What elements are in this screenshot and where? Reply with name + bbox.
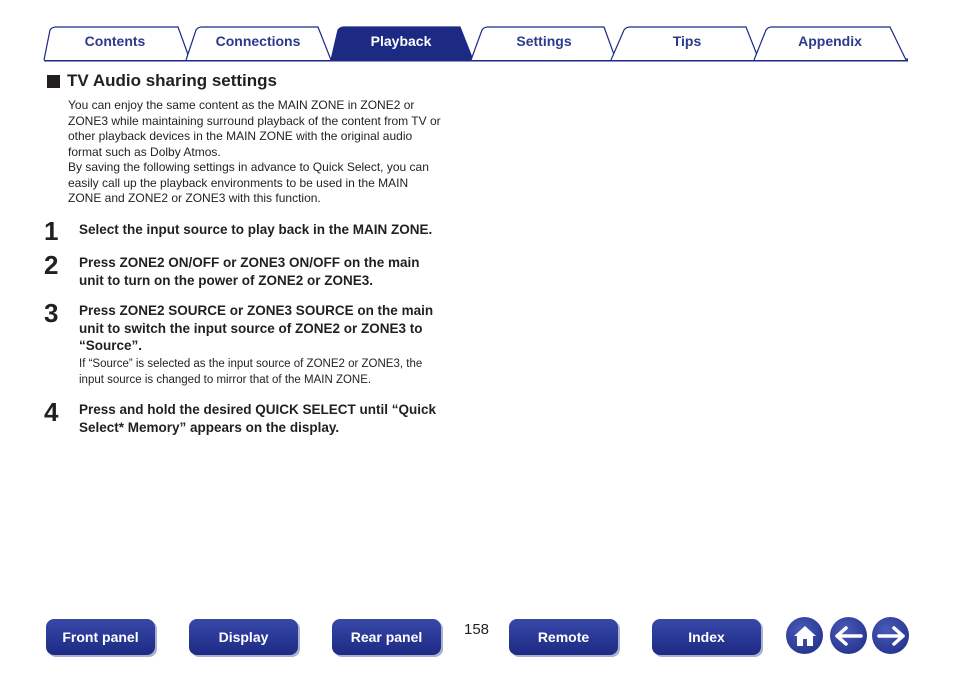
forward-arrow-icon [877, 626, 905, 646]
step-line: unit to turn on the power of ZONE2 or ZONE3. [79, 272, 373, 288]
back-arrow-icon [835, 626, 863, 646]
step-line: Press ZONE2 SOURCE or ZONE3 SOURCE on the main [79, 303, 434, 318]
intro-paragraph [68, 98, 468, 207]
tab-bar-graphics [0, 0, 954, 64]
step-number-2: 2 [44, 250, 59, 280]
page-number: 158 [464, 621, 490, 638]
tab-playback[interactable]: Playback [370, 33, 432, 49]
tab-bar [0, 0, 954, 64]
tab-connections[interactable]: Connections [215, 33, 301, 49]
step-number-1: 1 [44, 216, 59, 246]
home-icon [792, 624, 818, 648]
back-button[interactable] [830, 617, 867, 654]
step-number-3: 3 [44, 298, 59, 328]
intro-line: other playback devices in the MAIN ZONE with the original audio [68, 129, 413, 143]
step-line: unit to switch the input source of ZONE2 or ZONE3 to [79, 320, 423, 336]
tab-settings[interactable]: Settings [516, 33, 572, 49]
square-bullet-icon [47, 75, 60, 88]
front-panel-button[interactable]: Front panel [46, 619, 155, 655]
home-button[interactable] [786, 617, 823, 654]
step-line: Press and hold the desired QUICK SELECT until “Quick [79, 402, 437, 417]
step-3-note [79, 356, 479, 388]
step-line: Select the input source to play back in the MAIN ZONE. [79, 222, 433, 237]
tab-appendix[interactable]: Appendix [798, 33, 862, 49]
intro-line: ZONE3 while maintaining surround playback of the content from TV or [68, 113, 441, 128]
note-line: input source is changed to mirror that of the MAIN ZONE. [79, 374, 372, 386]
step-2-text [79, 254, 474, 289]
step-1-text [79, 221, 474, 239]
step-number-4: 4 [44, 397, 59, 427]
display-button[interactable]: Display [189, 619, 298, 655]
index-button[interactable]: Index [652, 619, 761, 655]
intro-line: easily call up the playback environments to be used in the MAIN [68, 175, 409, 190]
step-4-text [79, 401, 474, 436]
step-line: “Source”. [79, 338, 143, 353]
rear-panel-button[interactable]: Rear panel [332, 619, 441, 655]
intro-line: ZONE and ZONE2 or ZONE3 with this function. [68, 191, 321, 205]
section-heading [47, 71, 277, 91]
step-line: Select* Memory” appears on the display. [79, 419, 340, 435]
remote-button[interactable]: Remote [509, 619, 618, 655]
tab-tips[interactable]: Tips [672, 33, 702, 49]
intro-line: format such as Dolby Atmos. [68, 144, 221, 159]
step-line: Press ZONE2 ON/OFF or ZONE3 ON/OFF on the main [79, 255, 420, 270]
tab-contents[interactable]: Contents [84, 33, 146, 49]
intro-line: By saving the following settings in advance to Quick Select, you can [68, 160, 429, 174]
note-line: If “Source” is selected as the input source of ZONE2 or ZONE3, the [79, 358, 423, 370]
section-title: TV Audio sharing settings [67, 71, 277, 90]
step-3-text [79, 302, 474, 355]
forward-button[interactable] [872, 617, 909, 654]
intro-line: You can enjoy the same content as the MAIN ZONE in ZONE2 or [68, 98, 415, 112]
